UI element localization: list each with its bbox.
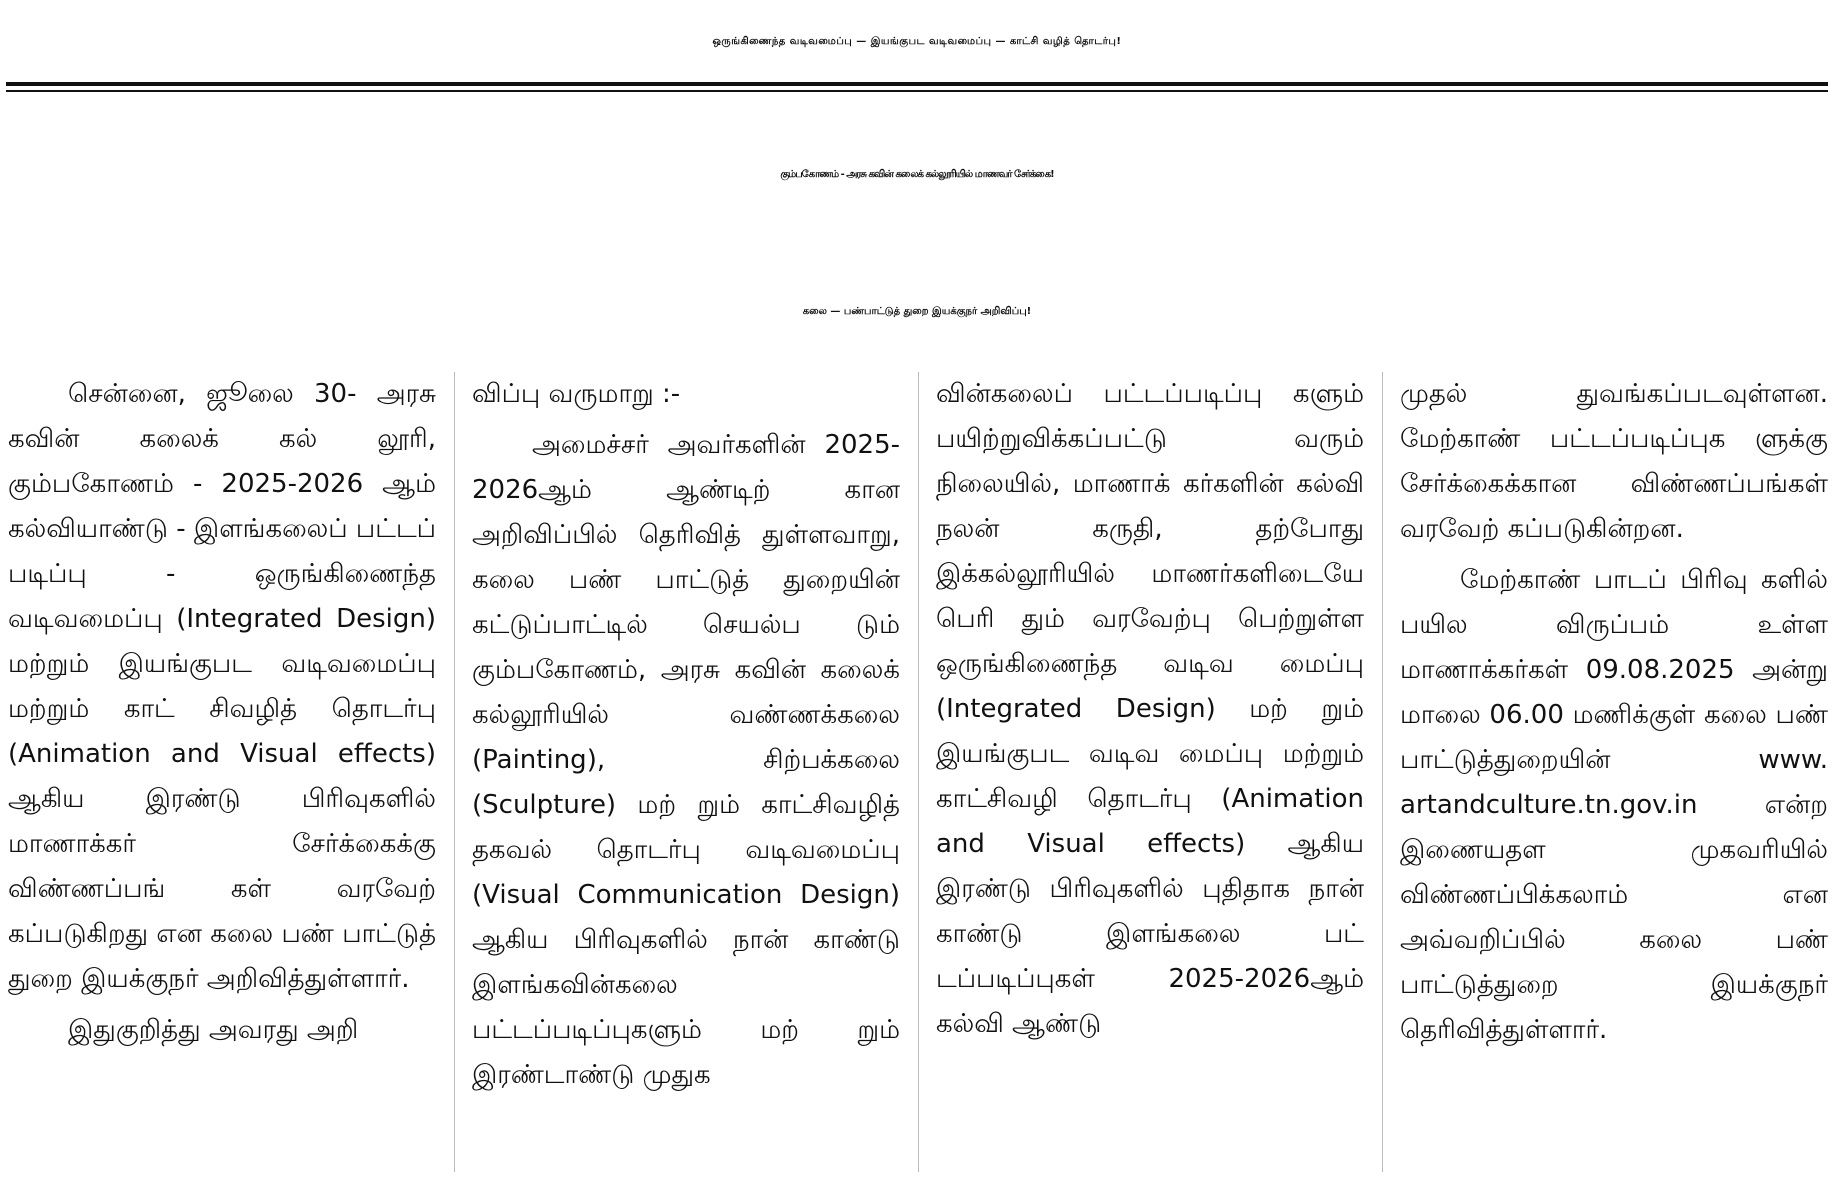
article-body (8, 372, 1828, 1172)
paragraph: அமைச்சர் அவர்களின் 2025-2026ஆம் ஆண்டிற் கான அறிவிப்பில் தெரிவித் துள்ளவாறு, கலை பண் பாட்டுத் துறையின் கட்டுப்பாட்டில் செயல்ப டும் கும்பகோணம், அரசு கவின் கலைக் கல்லூரியில் வண்ணக்கலை (Painting), சிற்பக்கலை (Sculpture) மற் றும் காட்சிவழித் தகவல் தொடர்பு வடிவமைப்பு (Visual Communication Design) ஆகிய பிரிவுகளில் நான் காண்டு இளங்கவின்கலை பட்டப்படிப்புகளும் மற் றும் இரண்டாண்டு முதுக (472, 430, 900, 1090)
kicker-line: ஒருங்கிணைந்த வடிவமைப்பு — இயங்குபட வடிவமைப்பு — காட்சி வழித் தொடர்பு! (712, 36, 1122, 47)
article-column-1 (8, 372, 436, 1172)
kicker-rule (6, 82, 1828, 86)
article-column-3 (936, 372, 1364, 1172)
article-column-2 (472, 372, 900, 1172)
paragraph: இதுகுறித்து அவரது அறி (68, 1015, 359, 1045)
paragraph: மேற்காண் பாடப் பிரிவு களில் பயில விருப்பம் உள்ள மாணாக்கர்கள் 09.08.2025 அன்று மாலை 06.00 மணிக்குள் கலை பண் பாட்டுத்துறையின் www. artandculture.tn.gov.in என்ற இணையதள முகவரியில் விண்ணப்பிக்கலாம் என அவ்வறிப்பில் கலை பண் பாட்டுத்துறை இயக்குநர் தெரிவித்துள்ளார். (1400, 565, 1828, 1045)
paragraph: வின்கலைப் பட்டப்படிப்பு களும் பயிற்றுவிக்கப்பட்டு வரும் நிலையில், மாணாக் கர்களின் கல்வி நலன் கருதி, தற்போது இக்கல்லூரியில் மாணர்களிடையே பெரி தும் வரவேற்பு பெற்றுள்ள ஒருங்கிணைந்த வடிவ மைப்பு (Integrated Design) மற் றும் இயங்குபட வடிவ மைப்பு மற்றும் காட்சிவழி தொடர்பு (Animation and Visual effects) ஆகிய இரண்டு பிரிவுகளில் புதிதாக நான் காண்டு இளங்கலை பட் டப்படிப்புகள் 2025-2026ஆம் கல்வி ஆண்டு (936, 379, 1364, 1039)
paragraph: சென்னை, ஜூலை 30- அரசு கவின் கலைக் கல் லூரி, கும்பகோணம் - 2025-2026 ஆம் கல்வியாண்டு - இளங்கலைப் பட்டப் படிப்பு - ஒருங்கிணைந்த வடிவமைப்பு (Integrated Design) மற்றும் இயங்குபட வடிவமைப்பு மற்றும் காட் சிவழித் தொடர்பு (Animation and Visual effects) ஆகிய இரண்டு பிரிவுகளில் மாணாக்கர் சேர்க்கைக்கு விண்ணப்பங் கள் வரவேற் கப்படுகிறது என கலை பண் பாட்டுத் துறை இயக்குநர் அறிவித்துள்ளார். (8, 379, 436, 994)
kicker-rule-thin (6, 90, 1828, 92)
subheadline: கலை — பண்பாட்டுத் துறை இயக்குநர் அறிவிப்பு! (802, 306, 1032, 317)
paragraph: முதல் துவங்கப்படவுள்ளன. மேற்காண் பட்டப்படிப்புக ளுக்கு சேர்க்கைக்கான விண்ணப்பங்கள் வரவேற் கப்படுகின்றன. (1400, 379, 1828, 544)
headline: கும்பகோணம் - அரசு கவின் கலைக் கல்லூரியில் மாணவர் சேர்க்கை! (780, 169, 1054, 180)
paragraph: விப்பு வருமாறு :- (472, 379, 681, 409)
article-column-4 (1400, 372, 1828, 1172)
